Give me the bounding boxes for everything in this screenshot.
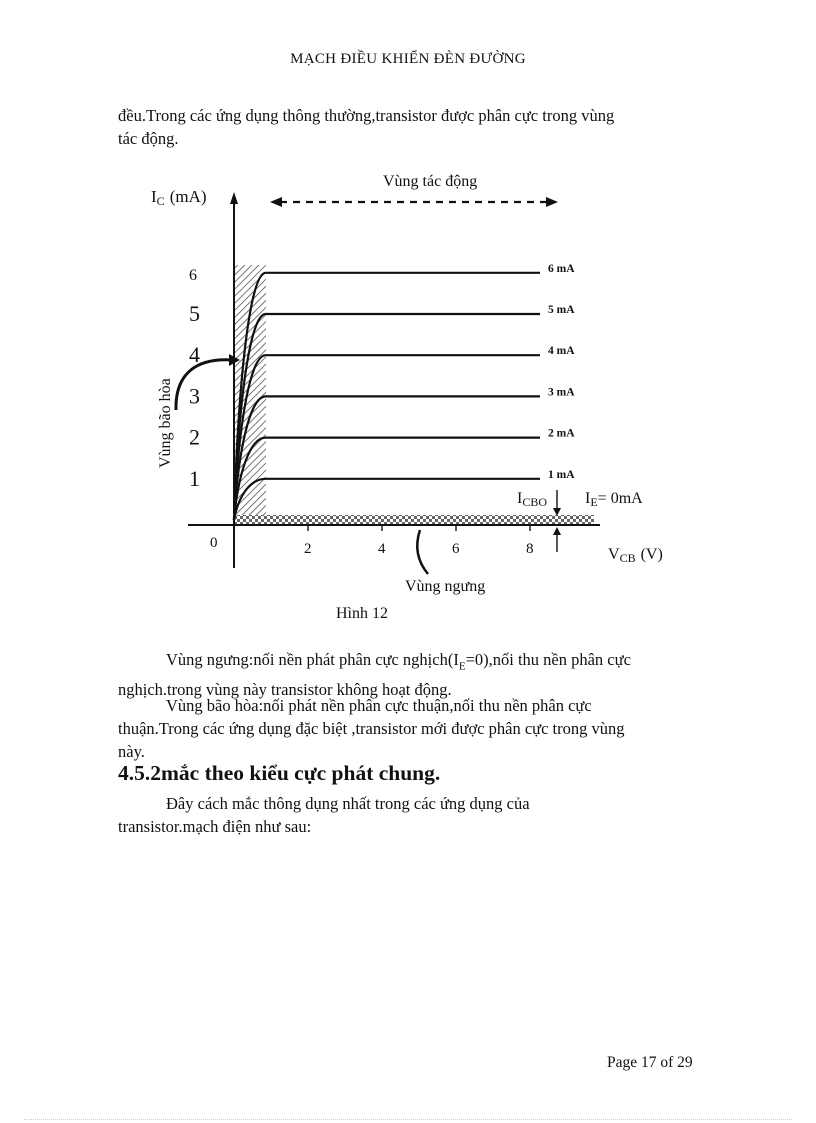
y-axis-label: IC (mA): [151, 187, 207, 208]
saturation-pointer-curve: [176, 360, 232, 410]
page-number: Page 17 of 29: [607, 1054, 693, 1071]
x-tick-label-6: 6: [452, 541, 460, 557]
x-tick-label-4: 4: [378, 541, 386, 557]
y-tick-label-6: 6: [189, 266, 197, 284]
curve-1-ma: [234, 479, 540, 520]
paragraph-common-emitter: [118, 792, 708, 838]
p1-line-2: nghịch.trong vùng này transistor không hoạt động.: [118, 680, 452, 700]
section-heading: 4.5.2mắc theo kiểu cực phát chung.: [118, 761, 441, 785]
page-bottom-rule: [24, 1119, 792, 1120]
ie-zero-label: IE= 0mA: [585, 490, 643, 509]
x-axis-label: VCB (V): [608, 546, 663, 565]
p1-line-1: Vùng ngưng:nối nền phát phân cực $nghịch(I_E=0),nối$ thu nền phân cực: [166, 650, 631, 673]
active-region-arrow-left: [270, 197, 282, 207]
curve-label-6-ma: 6 mA: [548, 262, 575, 275]
curve-label-4-ma: 4 mA: [548, 345, 575, 358]
y-tick-label-2: 2: [189, 424, 200, 450]
intro-line-1: đều.Trong các ứng dụng thông thường,transistor được phân cực trong vùng: [118, 106, 615, 125]
saturation-region-label: Vùng bão hòa: [157, 378, 174, 468]
curve-label-1-ma: 1 mA: [548, 468, 575, 481]
curve-label-3-ma: 3 mA: [548, 386, 575, 399]
y-tick-label-4: 4: [189, 342, 200, 368]
figure-caption: Hình 12: [336, 605, 388, 622]
active-region-arrow-right: [546, 197, 558, 207]
intro-line-2: tác động.: [118, 129, 179, 148]
y-tick-label-5: 5: [189, 301, 200, 326]
ie-arrow-head: [553, 527, 561, 535]
p2-line-1: Vùng bão hòa:nối phát nền phân cực thuận,nối thu nền phân cực: [166, 696, 592, 715]
curve-5-ma: [234, 314, 540, 520]
y-axis-arrow: [230, 192, 238, 204]
y-tick-label-1: 1: [189, 465, 200, 491]
paragraph-saturation-region: [118, 694, 708, 763]
page-header: MẠCH ĐIỀU KHIỂN ĐÈN ĐƯỜNG: [290, 51, 526, 67]
p3-line-2: transistor.mạch điện như sau:: [118, 817, 312, 836]
x-tick-label-8: 8: [526, 541, 534, 557]
cutoff-pointer-curve: [417, 530, 428, 574]
active-region-label: Vùng tác động: [383, 173, 478, 190]
cutoff-region-strip: [234, 515, 594, 525]
icbo-label: ICBO: [517, 490, 548, 509]
x-tick-label-2: 2: [304, 541, 312, 557]
icbo-arrow-head: [553, 508, 561, 516]
y-tick-label-3: 3: [189, 383, 200, 409]
origin-label: 0: [210, 535, 218, 551]
curve-3-ma: [234, 396, 540, 520]
cutoff-region-label: Vùng ngưng: [405, 578, 486, 595]
p2-line-3: này.: [118, 742, 145, 761]
curve-label-5-ma: 5 mA: [548, 304, 575, 316]
curve-label-2-ma: 2 mA: [548, 427, 575, 440]
p2-line-2: thuận.Trong các ứng dụng đặc biệt ,transistor mới được phân cực trong vùng: [118, 719, 625, 738]
p3-line-1: Đây cách mắc thông dụng nhất trong các ứng dụng của: [166, 794, 530, 813]
